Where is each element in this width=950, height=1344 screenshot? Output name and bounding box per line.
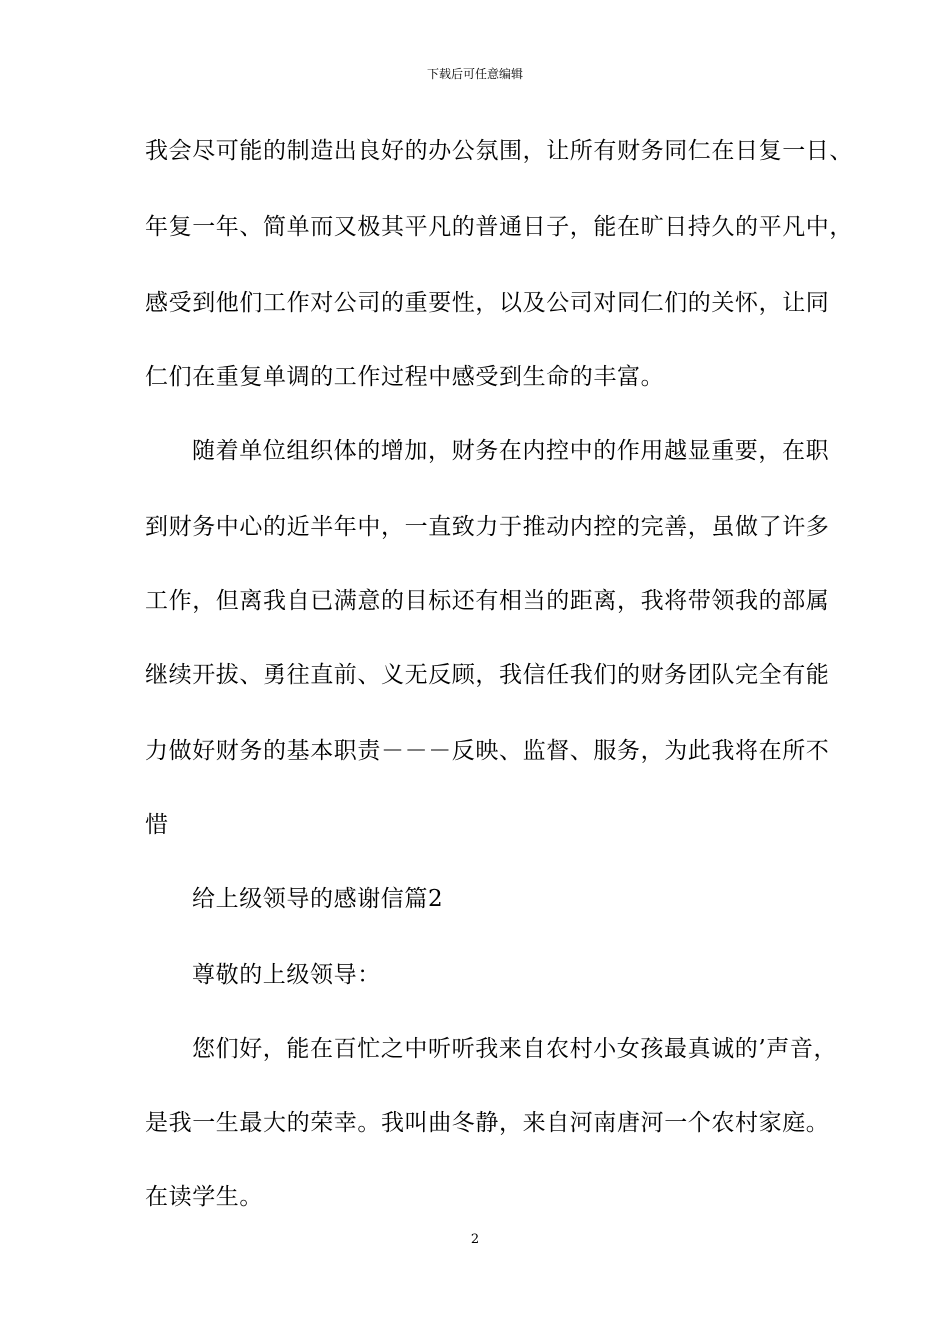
paragraph-line: 年复一年、简单而又极其平凡的普通日子，能在旷日持久的平凡中， — [145, 214, 853, 240]
paragraph-line: 惜 — [145, 812, 169, 838]
letter-salutation: 尊敬的上级领导： — [192, 962, 381, 988]
paragraph-line: 我会尽可能的制造出良好的办公氛围，让所有财务同仁在日复一日、 — [145, 138, 853, 164]
page-number: 2 — [470, 1232, 480, 1247]
paragraph-line: 工作，但离我自已满意的目标还有相当的距离，我将带领我的部属 — [145, 588, 830, 614]
page-header: 下载后可任意编辑 — [426, 67, 523, 81]
paragraph-line: 随着单位组织体的增加，财务在内控中的作用越显重要，在职 — [192, 438, 830, 464]
paragraph-line: 到财务中心的近半年中，一直致力于推动内控的完善，虽做了许多 — [145, 514, 830, 540]
paragraph-line: 感受到他们工作对公司的重要性，以及公司对同仁们的关怀，让同 — [145, 290, 830, 316]
paragraph-line: 您们好，能在百忙之中听听我来自农村小女孩最真诚的’声音， — [192, 1036, 838, 1062]
paragraph-line: 力做好财务的基本职责－－－反映、监督、服务，为此我将在所不 — [145, 738, 830, 764]
paragraph-line: 仁们在重复单调的工作过程中感受到生命的丰富。 — [145, 364, 665, 390]
paragraph-line: 是我一生最大的荣幸。我叫曲冬静，来自河南唐河一个农村家庭。 — [145, 1110, 830, 1136]
section-heading: 给上级领导的感谢信篇2 — [192, 886, 444, 912]
paragraph-line: 在读学生。 — [145, 1184, 263, 1210]
paragraph-line: 继续开拔、勇往直前、义无反顾，我信任我们的财务团队完全有能 — [145, 662, 830, 688]
